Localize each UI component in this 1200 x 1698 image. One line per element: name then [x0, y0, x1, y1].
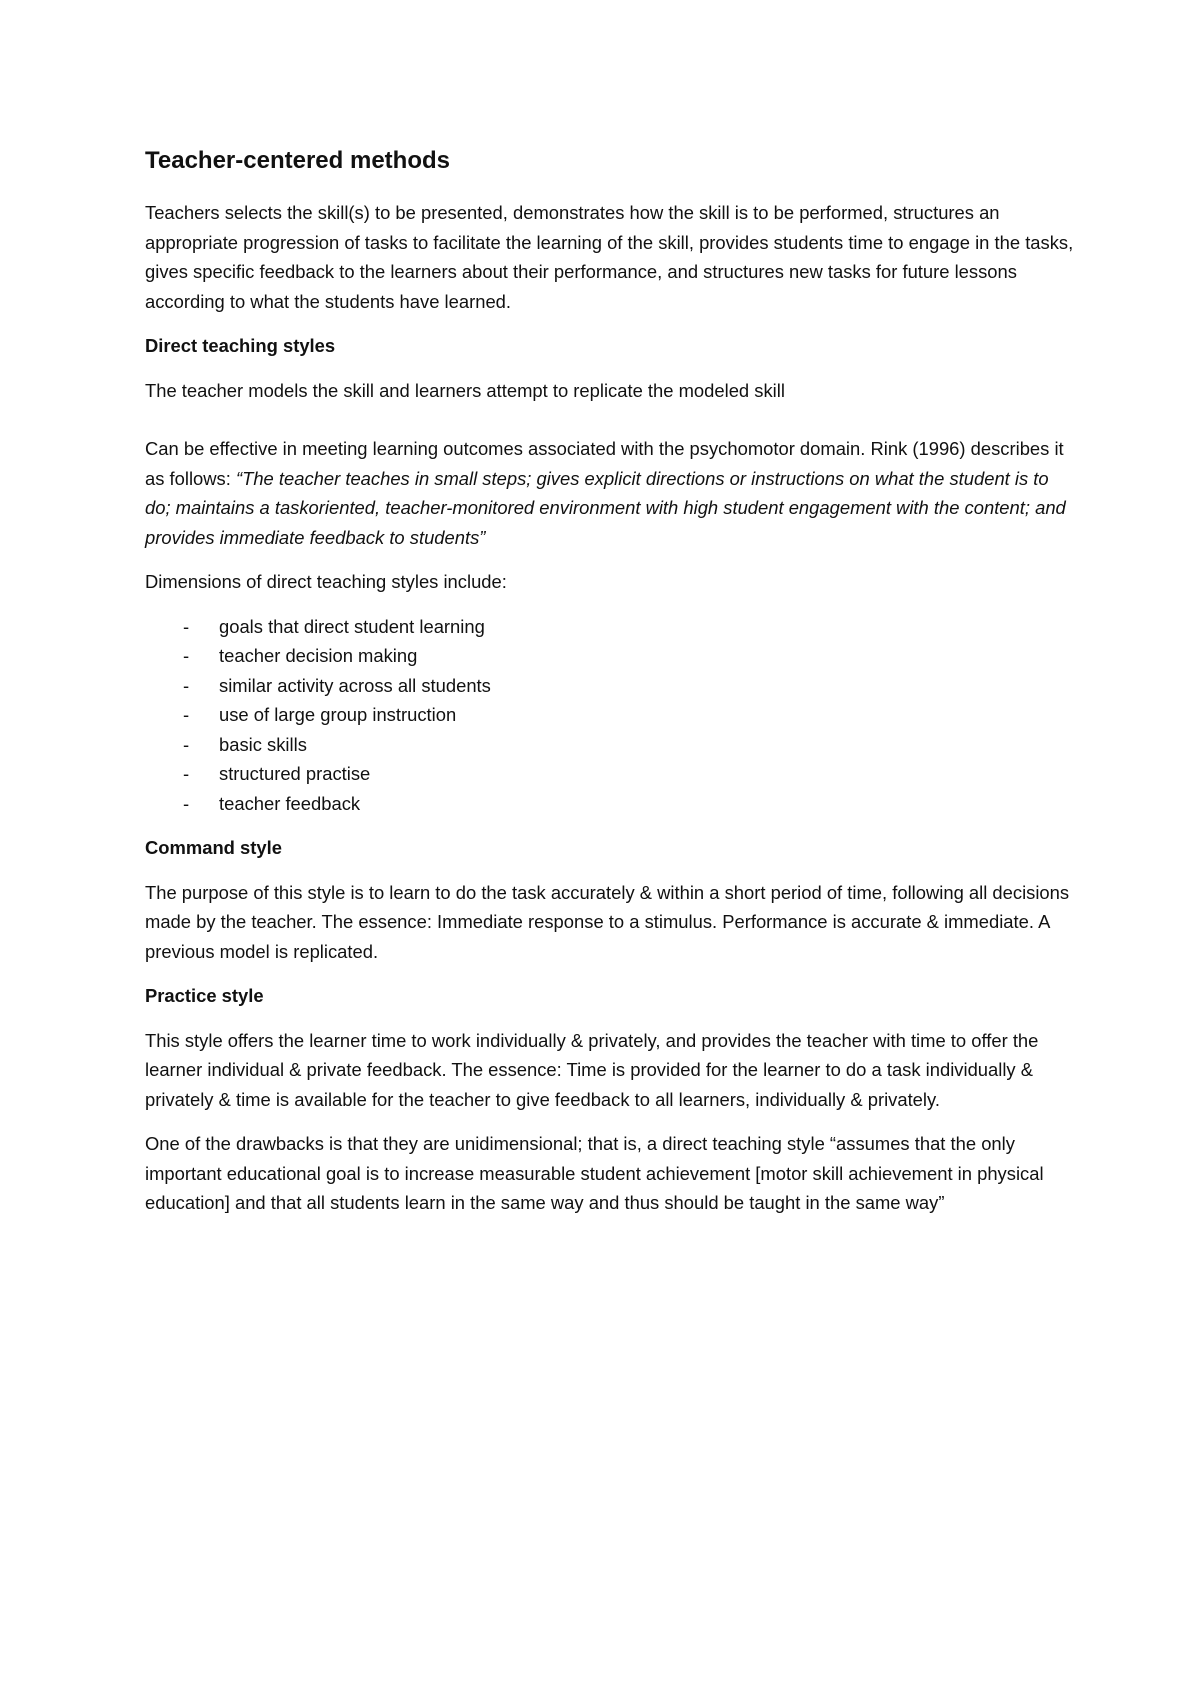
dash-marker: - [183, 763, 190, 784]
rink-quote: “The teacher teaches in small steps; gives explicit directions or instructions on what the student is to do; maintains a taskoriented, teacher-monitored environment with high student engagement with the content; and provides immediate feedback to students” [145, 467, 1066, 548]
direct-teaching-paragraph: The teacher models the skill and learners attempt to replicate the modeled skill [145, 379, 785, 401]
list-item [145, 789, 1075, 819]
dimensions-intro: Dimensions of direct teaching styles include: [145, 571, 507, 592]
dash-marker: - [183, 615, 190, 637]
page-title: Teacher-centered methods [145, 147, 450, 174]
practice-style-heading: Practice style [145, 985, 264, 1006]
dash-marker: - [183, 733, 190, 755]
list-item-text: basic skills [219, 733, 307, 755]
dimensions-list [145, 612, 1075, 819]
list-item [145, 612, 1075, 642]
list-item-text: goals that direct student learning [219, 615, 485, 637]
practice-style-paragraph: This style offers the learner time to work individually & privately, and provides the teacher with time to offer the learner individual & private feedback. The essence: Time is provided for the learner to do a task individually & privately & time is available for the teacher to give feedback to all learners, individually & privately. [145, 1029, 1039, 1110]
document-content [145, 146, 1075, 1233]
rink-intro-text: Can be effective in meeting learning outcomes associated with the psychomotor domain. Rink (1996) describes it as follows: [145, 438, 1064, 489]
list-item [145, 730, 1075, 760]
list-item-text: similar activity across all students [219, 674, 491, 696]
list-item-text: structured practise [219, 763, 371, 784]
command-style-paragraph: The purpose of this style is to learn to do the task accurately & within a short period of time, following all decisions made by the teacher. The essence: Immediate response to a stimulus. Performance is accurate & immediate. A previous model is replicated. [145, 881, 1070, 962]
rink-paragraph [145, 434, 1075, 552]
list-item-text: use of large group instruction [219, 704, 457, 725]
list-item-text: teacher feedback [219, 792, 361, 814]
list-item [145, 671, 1075, 701]
drawbacks-paragraph: One of the drawbacks is that they are unidimensional; that is, a direct teaching style “assumes that the only important educational goal is to increase measurable student achievement [motor skill achievement in physical education] and that all students learn in the same way and thus should be taught in the same way” [145, 1133, 1044, 1213]
intro-paragraph: Teachers selects the skill(s) to be presented, demonstrates how the skill is to be performed, structures an appropriate progression of tasks to facilitate the learning of the skill, provides students time to engage in the tasks, gives specific feedback to the learners about their performance, and structures new tasks for future lessons according to what the students have learned. [145, 202, 1074, 312]
direct-teaching-heading: Direct teaching styles [145, 335, 336, 356]
list-item [145, 700, 1075, 730]
list-item [145, 759, 1075, 789]
dash-marker: - [183, 674, 190, 696]
dash-marker: - [183, 645, 190, 666]
command-style-heading: Command style [145, 837, 282, 858]
dash-marker: - [183, 704, 190, 725]
list-item [145, 641, 1075, 671]
dash-marker: - [183, 792, 190, 814]
list-item-text: teacher decision making [219, 645, 418, 666]
